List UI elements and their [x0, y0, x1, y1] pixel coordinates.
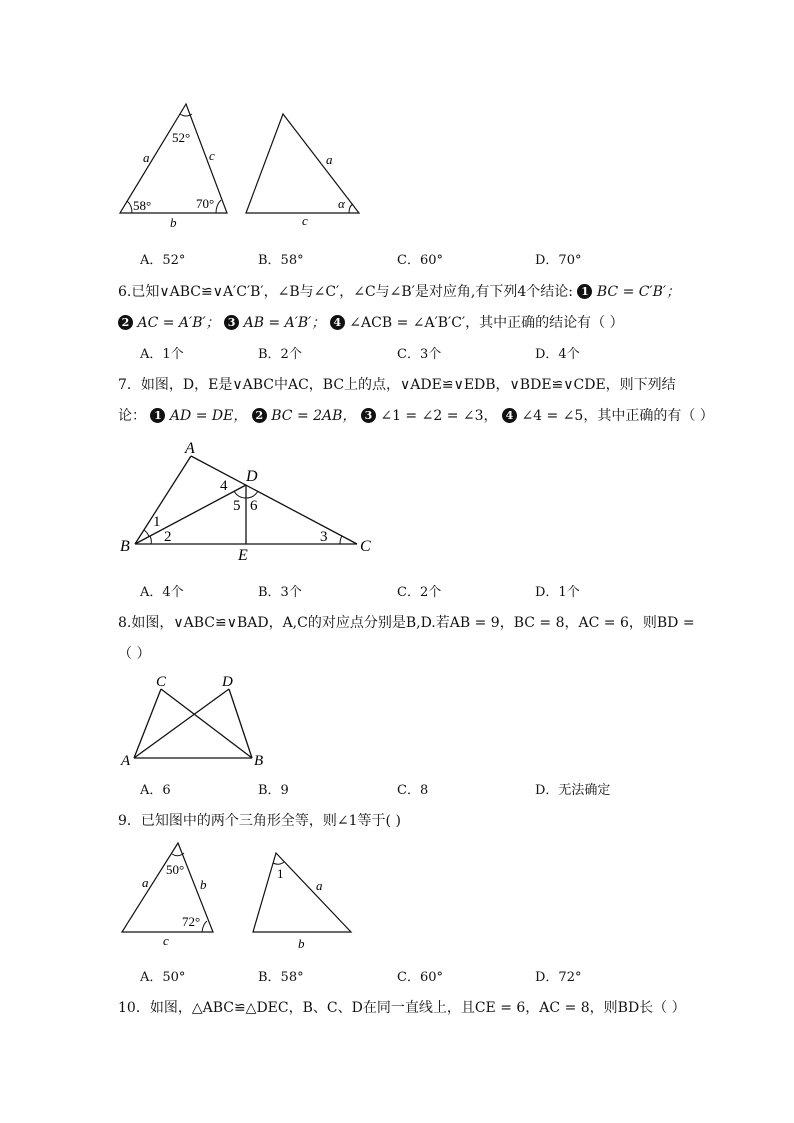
q5-t1-angle-left: 58° — [133, 198, 152, 213]
q9-option-c[interactable]: C．60° — [397, 970, 443, 985]
q7-conclusion-4-mark: 4 — [502, 408, 517, 423]
q9-stem: 9．已知图中的两个三角形全等，则∠1等于( ) — [118, 813, 401, 829]
q9-t1-side-right: b — [200, 877, 207, 892]
q6-conclusion-3: AB = A′B′； — [243, 315, 326, 331]
q8-stem-bracket: （ ） — [118, 646, 151, 662]
q8-option-c[interactable]: C．8 — [397, 783, 429, 798]
q9-t1-side-left: a — [142, 875, 149, 890]
q7-label-A: A — [185, 440, 195, 457]
q9-t1-angle-right: 72° — [182, 914, 201, 929]
q6-option-d[interactable]: D．4个 — [535, 347, 580, 362]
q5-t2-side-right: a — [326, 152, 333, 167]
q6-conclusion-1-mark: 1 — [577, 284, 592, 299]
q6-stem-text: 6.已知∨ABC≌∨A′C′B′，∠B与∠C′，∠C与∠B′是对应角,有下列4个结论: — [118, 284, 573, 300]
q9-figure — [122, 843, 351, 951]
q7-label-5: 5 — [233, 498, 241, 514]
q9-t2-angle-mark: 1 — [277, 866, 284, 881]
q10-stem: 10．如图，△ABC≌△DEC，B、C、D在同一直线上，且CE = 6，AC = 8，则BD长（ ） — [118, 1000, 686, 1016]
q7-label-C: C — [360, 538, 371, 555]
q5-t1-side-right: c — [209, 148, 215, 163]
q5-t1-angle-right: 70° — [196, 196, 215, 211]
q6-conclusion-3-mark: 3 — [224, 315, 239, 330]
q9-t1-angle-top: 50° — [166, 862, 185, 877]
q8-stem: 8.如图，∨ABC≌∨BAD，A,C的对应点分别是B,D.若AB = 9，BC = 8，AC = 6，则BD = — [118, 615, 695, 631]
q6-option-a[interactable]: A．1个 — [140, 347, 184, 362]
q7-label-6: 6 — [250, 498, 258, 514]
q8-label-D: D — [222, 674, 233, 690]
q7-label-3: 3 — [320, 529, 328, 545]
q7-conclusions-prefix: 论： — [118, 408, 146, 424]
q7-conclusion-1-mark: 1 — [150, 408, 165, 423]
q9-t1-side-bottom: c — [163, 933, 169, 948]
q5-option-c[interactable]: C．60° — [397, 253, 443, 268]
q7-conclusions — [118, 405, 714, 425]
q5-t2-angle: α — [338, 196, 345, 211]
q9-option-a[interactable]: A．50° — [140, 970, 186, 985]
q7-label-1: 1 — [153, 514, 161, 530]
q6-option-c[interactable]: C．3个 — [397, 347, 442, 362]
q8-figure — [120, 674, 263, 769]
q8-option-a[interactable]: A．6 — [140, 783, 171, 798]
q7-option-c[interactable]: C．2个 — [397, 585, 442, 600]
q7-figure — [120, 440, 371, 564]
q6-conclusion-2-mark: 2 — [118, 315, 133, 330]
q7-conclusion-3-mark: 3 — [361, 408, 376, 423]
q9-option-b[interactable]: B．58° — [258, 970, 304, 985]
q7-conclusion-3: ∠1 = ∠2 = ∠3， — [380, 408, 498, 424]
q5-option-b[interactable]: B．58° — [258, 253, 304, 268]
q7-label-E: E — [238, 547, 248, 564]
q6-conclusions — [118, 312, 624, 332]
q5-t1-side-left: a — [143, 150, 150, 165]
q5-t2-side-bottom: c — [302, 213, 308, 228]
q8-label-C: C — [156, 674, 167, 690]
q7-option-a[interactable]: A．4个 — [140, 585, 184, 600]
q7-conclusion-2: BC = 2AB， — [271, 408, 357, 424]
q6-conclusion-2: AC = A′B′； — [137, 315, 220, 331]
q7-label-D: D — [246, 468, 258, 485]
q5-option-d[interactable]: D．70° — [535, 253, 582, 268]
q7-label-B: B — [120, 538, 130, 555]
q7-conclusion-2-mark: 2 — [252, 408, 267, 423]
q7-label-2: 2 — [164, 529, 172, 545]
q5-t1-side-bottom: b — [170, 215, 177, 230]
q7-conclusion-1: AD = DE， — [169, 408, 248, 424]
q5-option-a[interactable]: A．52° — [140, 253, 186, 268]
q6-conclusion-1: BC = C′B′； — [596, 284, 681, 300]
q6-stem — [118, 281, 680, 301]
q9-t2-side-bottom: b — [298, 936, 305, 951]
q6-conclusion-4: ∠ACB = ∠A′B′C′，其中正确的结论有（ ） — [349, 315, 624, 331]
q9-t2-side-right: a — [316, 878, 323, 893]
q8-option-b[interactable]: B．9 — [258, 783, 289, 798]
q6-option-b[interactable]: B．2个 — [258, 347, 302, 362]
q8-option-d[interactable]: D．无法确定 — [535, 783, 611, 798]
q5-t1-angle-top: 52° — [172, 130, 191, 145]
q9-option-d[interactable]: D．72° — [535, 970, 582, 985]
q6-conclusion-4-mark: 4 — [330, 315, 345, 330]
q7-conclusion-4: ∠4 = ∠5，其中正确的有（ ） — [521, 408, 714, 424]
q7-option-b[interactable]: B．3个 — [258, 585, 302, 600]
q7-label-4: 4 — [220, 478, 228, 494]
q7-stem: 7．如图，D，E是∨ABC中AC，BC上的点，∨ADE≌∨EDB，∨BDE≌∨CDE，则下列结 — [118, 377, 676, 393]
q8-label-A: A — [121, 753, 131, 769]
q7-option-d[interactable]: D．1个 — [535, 585, 580, 600]
q8-label-B: B — [254, 753, 264, 769]
